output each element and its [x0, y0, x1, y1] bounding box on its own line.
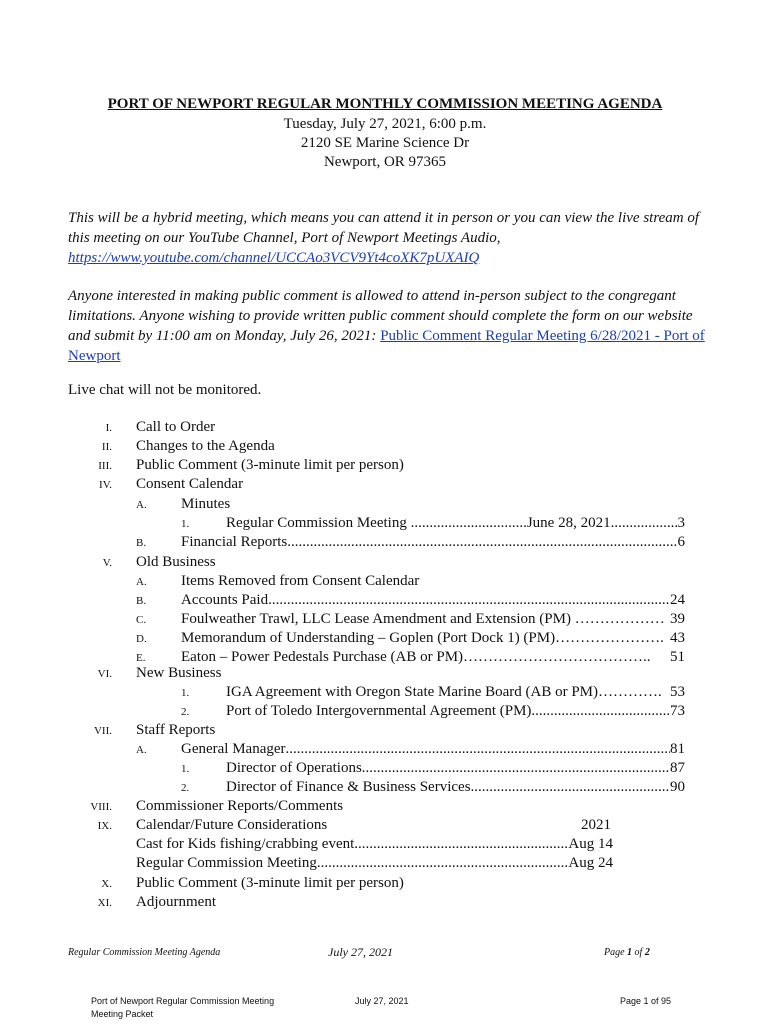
agenda-item-public-comment-2: Public Comment (3-minute limit per person): [136, 875, 404, 891]
packet-footer-page: Page 1 of 95: [620, 996, 672, 1006]
agenda-numeral: I.: [105, 422, 112, 434]
packet-footer-title: Port of Newport Regular Commission Meeting: [91, 996, 275, 1006]
agenda-letter: B.: [136, 595, 147, 607]
agenda-item-call-to-order: Call to Order: [136, 419, 216, 435]
agenda-letter: A.: [136, 499, 147, 511]
page-title: PORT OF NEWPORT REGULAR MONTHLY COMMISSION MEETING AGENDA: [107, 96, 663, 112]
agenda-subitem-port-toledo: Port of Toledo Intergovernmental Agreement (PM) ..... 73: [226, 702, 685, 721]
agenda-numeral: VI.: [97, 668, 112, 680]
public-comment-form-link[interactable]: Public Comment Regular Meeting 6/28/2021 - Port of Newport: [68, 328, 705, 364]
youtube-channel-link[interactable]: https://www.youtube.com/channel/UCCAo3VCV9Yt4coXK7pUXAIQ: [68, 250, 480, 266]
live-chat-notice: Live chat will not be monitored.: [68, 382, 262, 398]
agenda-subitem-accounts-paid: Accounts Paid ..... 24: [181, 591, 685, 610]
agenda-item-adjournment: Adjournment: [136, 894, 216, 910]
footer-date: July 27, 2021: [328, 945, 393, 959]
agenda-letter: B.: [136, 537, 147, 549]
agenda-letter: A.: [136, 576, 147, 588]
agenda-number: 1.: [181, 763, 190, 775]
agenda-subitem-foulweather: Foulweather Trawl, LLC Lease Amendment and Extension (PM) ……………… 39: [181, 611, 685, 627]
agenda-number: 2.: [181, 706, 190, 718]
agenda-letter: E.: [136, 652, 146, 664]
address-line-1: 2120 SE Marine Science Dr: [300, 135, 470, 151]
hybrid-meeting-text: This will be a hybrid meeting, which means you can attend it in person or you can view the live stream of this meeting on our YouTube Channel, Port of Newport Meetings Audio,: [68, 210, 700, 246]
agenda-number: 1.: [181, 687, 190, 699]
agenda-numeral: IX.: [97, 820, 112, 832]
agenda-numeral: III.: [98, 460, 112, 472]
meeting-datetime: Tuesday, July 27, 2021, 6:00 p.m.: [283, 116, 487, 132]
packet-footer-subtitle: Meeting Packet: [91, 1009, 154, 1019]
agenda-subitem-items-removed: Items Removed from Consent Calendar: [181, 573, 420, 589]
agenda-item-calendar: Calendar/Future Considerations: [136, 817, 328, 833]
public-comment-text: Anyone interested in making public comment is allowed to attend in-person subject to the congregant limitations. Anyone wishing to provide written public comment should complete the form on our website and submit by 11:00 am on Monday, July 26, 2021:: [68, 288, 693, 344]
address-line-2: Newport, OR 97365: [323, 154, 447, 170]
agenda-letter: A.: [136, 744, 147, 756]
agenda-letter: C.: [136, 614, 147, 626]
agenda-letter: D.: [136, 633, 147, 645]
calendar-regular-meeting: Regular Commission Meeting ..... Aug 24: [136, 854, 613, 873]
agenda-item-old-business: Old Business: [136, 554, 216, 570]
agenda-subitem-minutes: Minutes: [181, 496, 231, 512]
agenda-item-commissioner-reports: Commissioner Reports/Comments: [136, 798, 344, 814]
agenda-subitem-director-finance: Director of Finance & Business Services ..... 90: [226, 778, 685, 797]
calendar-year: 2021: [581, 817, 611, 833]
agenda-subitem-director-operations: Director of Operations ..... 87: [226, 759, 685, 778]
agenda-subitem-general-manager: General Manager ..... 81: [181, 740, 685, 759]
agenda-number: 1.: [181, 518, 190, 530]
agenda-item-new-business: New Business: [136, 665, 222, 681]
agenda-numeral: V.: [102, 557, 112, 569]
agenda-numeral: IV.: [99, 479, 112, 491]
agenda-item-changes: Changes to the Agenda: [136, 438, 275, 454]
agenda-numeral: X.: [101, 878, 112, 890]
agenda-subitem-regular-meeting: Regular Commission Meeting ...............................June 28, 2021 ..... 3: [226, 514, 685, 533]
agenda-numeral: VIII.: [90, 801, 112, 813]
agenda-numeral: VII.: [93, 725, 112, 737]
agenda-numeral: XI.: [97, 897, 112, 909]
agenda-subitem-eaton: Eaton – Power Pedestals Purchase (AB or PM)……………………………….. 51: [181, 649, 685, 665]
agenda-subitem-financial-reports: Financial Reports ..... 6: [181, 533, 685, 552]
agenda-number: 2.: [181, 782, 190, 794]
public-comment-paragraph: [68, 286, 708, 366]
footer-doc-title: Regular Commission Meeting Agenda: [68, 947, 221, 958]
agenda-item-staff-reports: Staff Reports: [136, 722, 216, 738]
agenda-subitem-iga-osmb: IGA Agreement with Oregon State Marine Board (AB or PM)…………. 53: [226, 684, 685, 700]
agenda-item-consent-calendar: Consent Calendar: [136, 476, 244, 492]
agenda-subitem-mou-goplen: Memorandum of Understanding – Goplen (Port Dock 1) (PM)…………………. 43: [181, 630, 685, 646]
packet-footer-date: July 27, 2021: [355, 996, 409, 1006]
agenda-item-public-comment: Public Comment (3-minute limit per person): [136, 457, 404, 473]
footer-page-indicator: Page 1 of 2: [604, 947, 650, 958]
calendar-cast-for-kids: Cast for Kids fishing/crabbing event ..... Aug 14: [136, 835, 613, 854]
agenda-numeral: II.: [101, 441, 112, 453]
hybrid-meeting-paragraph: [68, 208, 708, 268]
